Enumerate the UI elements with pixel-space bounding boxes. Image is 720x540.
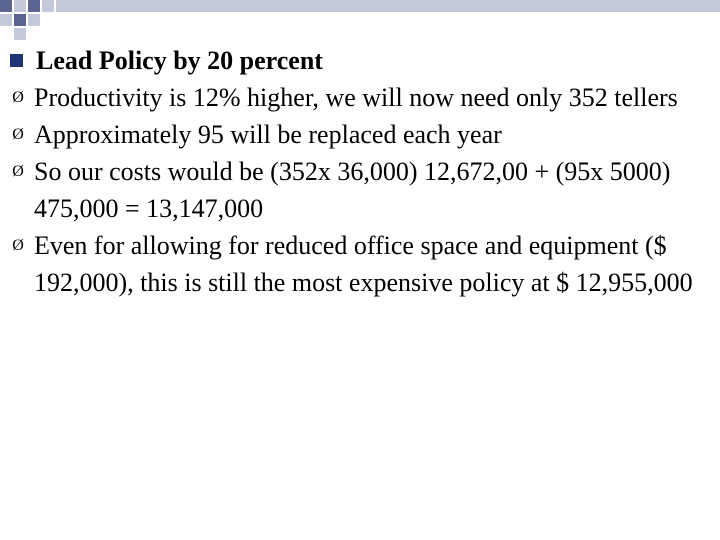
- slide-body: [6, 42, 706, 301]
- arrow-bullet-icon: Ø: [12, 163, 24, 180]
- bullet-item-costs: [6, 153, 706, 227]
- arrow-bullet-icon: Ø: [12, 237, 24, 254]
- bullet-item-office-space: [6, 227, 706, 301]
- bullet-item-replacements: [6, 116, 706, 153]
- bullet-text: So our costs would be (352x 36,000) 12,672,00 + (95x 5000) 475,000 = 13,147,000: [34, 157, 671, 223]
- bullet-text: Productivity is 12% higher, we will now need only 352 tellers: [34, 83, 678, 112]
- bullet-item-lead-policy: [6, 42, 706, 79]
- bullet-item-productivity: [6, 79, 706, 116]
- bullet-text: Approximately 95 will be replaced each year: [34, 120, 502, 149]
- bullet-text: Lead Policy by 20 percent: [36, 46, 323, 75]
- arrow-bullet-icon: Ø: [12, 89, 24, 106]
- bullet-text: Even for allowing for reduced office space and equipment ($ 192,000), this is still the most expensive policy at $ 12,955,000: [34, 231, 693, 297]
- arrow-bullet-icon: Ø: [12, 126, 24, 143]
- decorative-header-pattern: [0, 0, 720, 40]
- square-bullet-icon: [10, 54, 23, 67]
